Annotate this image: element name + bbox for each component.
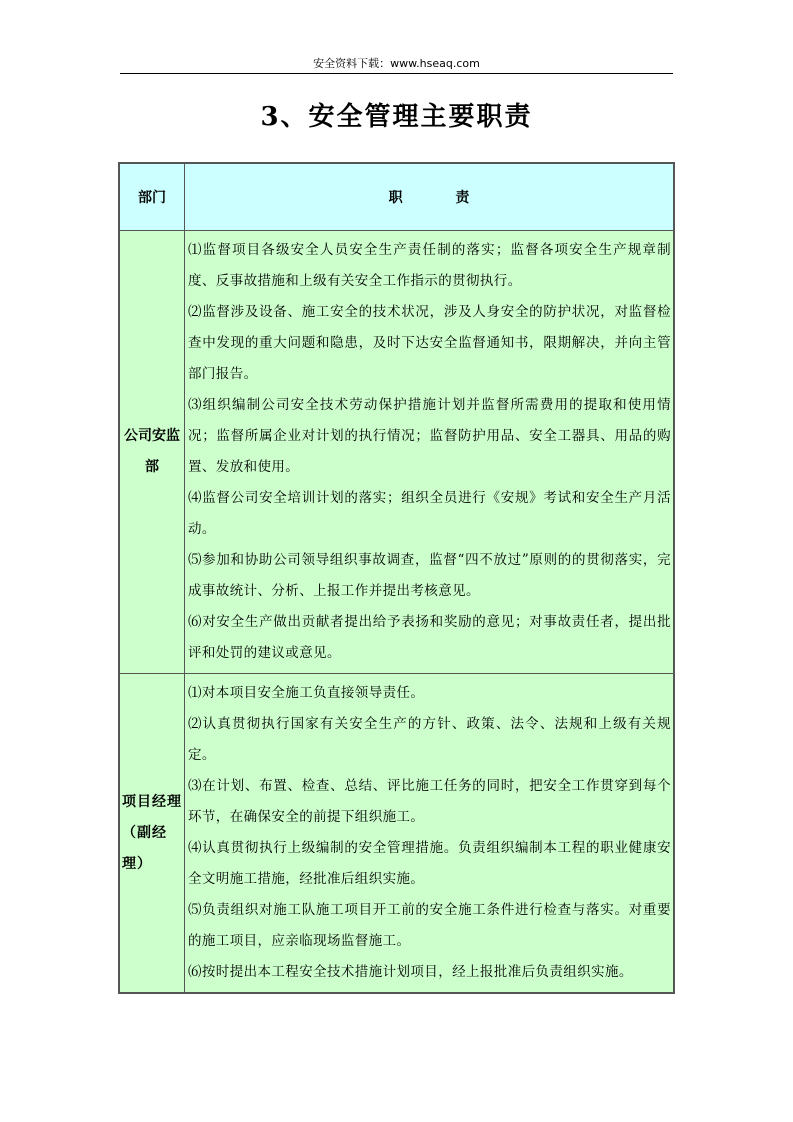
duties-column-header	[185, 163, 675, 231]
duty-item: ⑵监督涉及设备、施工安全的技术状况，涉及人身安全的防护状况，对监督检查中发现的重大问题和隐患，及时下达安全监督通知书，限期解决，并向主管部门报告。	[188, 304, 671, 382]
department-cell	[119, 674, 185, 994]
duties-cell	[185, 231, 675, 674]
duty-item: ⑷认真贯彻执行上级编制的安全管理措施。负责组织编制本工程的职业健康安全文明施工措施，经批准后组织实施。	[188, 840, 671, 887]
department-cell	[119, 231, 185, 674]
header-rule	[120, 73, 673, 74]
page-header: 安全资料下载：www.hseaq.com	[313, 57, 480, 70]
department-label: 项目经理（副经理）	[122, 793, 182, 872]
duty-item: ⑹对安全生产做出贡献者提出给予表扬和奖励的意见；对事故责任者，提出批评和处罚的建议或意见。	[188, 614, 671, 661]
duty-item: ⑵认真贯彻执行国家有关安全生产的方针、政策、法令、法规和上级有关规定。	[188, 716, 671, 763]
duties-header-label: 职 责	[388, 190, 494, 206]
duty-item: ⑹按时提出本工程安全技术措施计划项目，经上报批准后负责组织实施。	[188, 964, 633, 980]
duty-item: ⑷监督公司安全培训计划的落实；组织全员进行《安规》考试和安全生产月活动。	[188, 490, 671, 537]
table-row	[119, 674, 674, 994]
duty-item: ⑸参加和协助公司领导组织事故调查，监督“四不放过”原则的的贯彻落实，完成事故统计、分析、上报工作并提出考核意见。	[188, 552, 671, 599]
duty-item: ⑴对本项目安全施工负直接领导责任。	[188, 685, 425, 701]
duty-item: ⑶在计划、布置、检查、总结、评比施工任务的同时，把安全工作贯穿到每个环节，在确保安全的前提下组织施工。	[188, 778, 671, 825]
duties-cell	[185, 674, 675, 994]
department-label: 公司安监部	[124, 428, 180, 475]
department-column-header: 部门	[119, 163, 185, 231]
duties-table	[118, 162, 675, 994]
duty-item: ⑶组织编制公司安全技术劳动保护措施计划并监督所需费用的提取和使用情况；监督所属企业对计划的执行情况；监督防护用品、安全工器具、用品的购置、发放和使用。	[188, 397, 671, 475]
page-title: 3、安全管理主要职责	[260, 102, 533, 132]
table-row	[119, 231, 674, 674]
duty-item: ⑸负责组织对施工队施工项目开工前的安全施工条件进行检查与落实。对重要的施工项目，应亲临现场监督施工。	[188, 902, 671, 949]
duty-item: ⑴监督项目各级安全人员安全生产责任制的落实；监督各项安全生产规章制度、反事故措施和上级有关安全工作指示的贯彻执行。	[188, 242, 671, 289]
table-header-row	[119, 163, 674, 231]
